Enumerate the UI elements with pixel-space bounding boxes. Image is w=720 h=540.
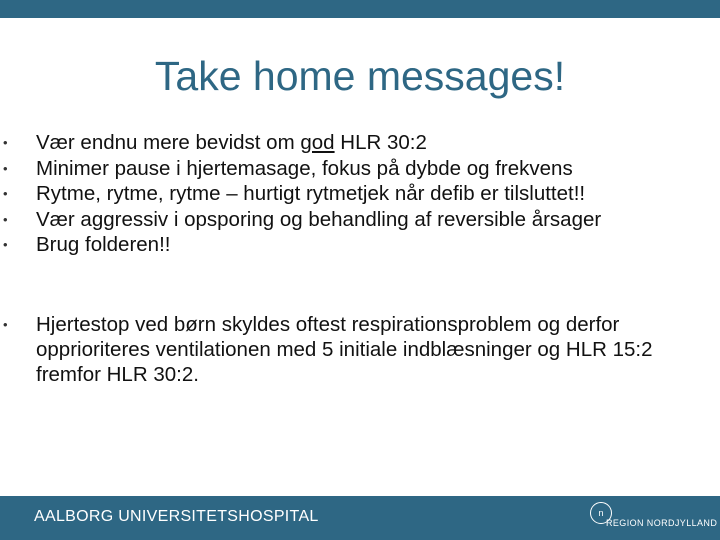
bullet-dot-icon: •	[3, 237, 8, 252]
bullet-dot-icon: •	[3, 316, 8, 332]
footer-bar	[0, 496, 720, 540]
bullet-text: HLR 30:2	[334, 131, 427, 154]
bullet-text: Hjertestop ved børn skyldes oftest respirationsproblem og derfor opprioriteres ventilationen med 5 initiale indblæsninger og HLR 15:2 fremfor HLR 30:2.	[36, 312, 653, 386]
bullet-item	[0, 181, 720, 207]
underlined-word: god	[300, 131, 335, 154]
bullet-text: Minimer pause i hjertemasage, fokus på dybde og frekvens	[36, 156, 573, 180]
hospital-name: AALBORG UNIVERSITETSHOSPITAL	[34, 508, 319, 525]
bullet-dot-icon: •	[3, 160, 8, 176]
bullet-item	[0, 232, 720, 258]
bullet-text: Vær aggressiv i opsporing og behandling af reversible årsager	[36, 207, 602, 231]
bullet-dot-icon: •	[3, 211, 8, 227]
bullet-dot-icon: •	[3, 135, 8, 150]
bullet-item	[0, 207, 720, 233]
bullet-item	[0, 156, 720, 182]
top-banner	[0, 0, 720, 18]
bullet-text: Rytme, rytme, rytme – hurtigt rytmetjek når defib er tilsluttet!!	[36, 182, 586, 205]
bullet-text: Brug folderen!!	[36, 233, 171, 256]
slide-title: Take home messages!	[154, 53, 566, 99]
bullet-dot-icon: •	[3, 186, 8, 201]
bullet-text: Vær endnu mere bevidst om	[36, 131, 301, 154]
bullet-item-pediatric	[0, 312, 686, 387]
bullet-item	[0, 130, 720, 156]
bullet-list	[0, 130, 720, 387]
region-logo-icon: n	[590, 502, 612, 524]
region-name: REGION NORDJYLLAND	[606, 518, 718, 528]
